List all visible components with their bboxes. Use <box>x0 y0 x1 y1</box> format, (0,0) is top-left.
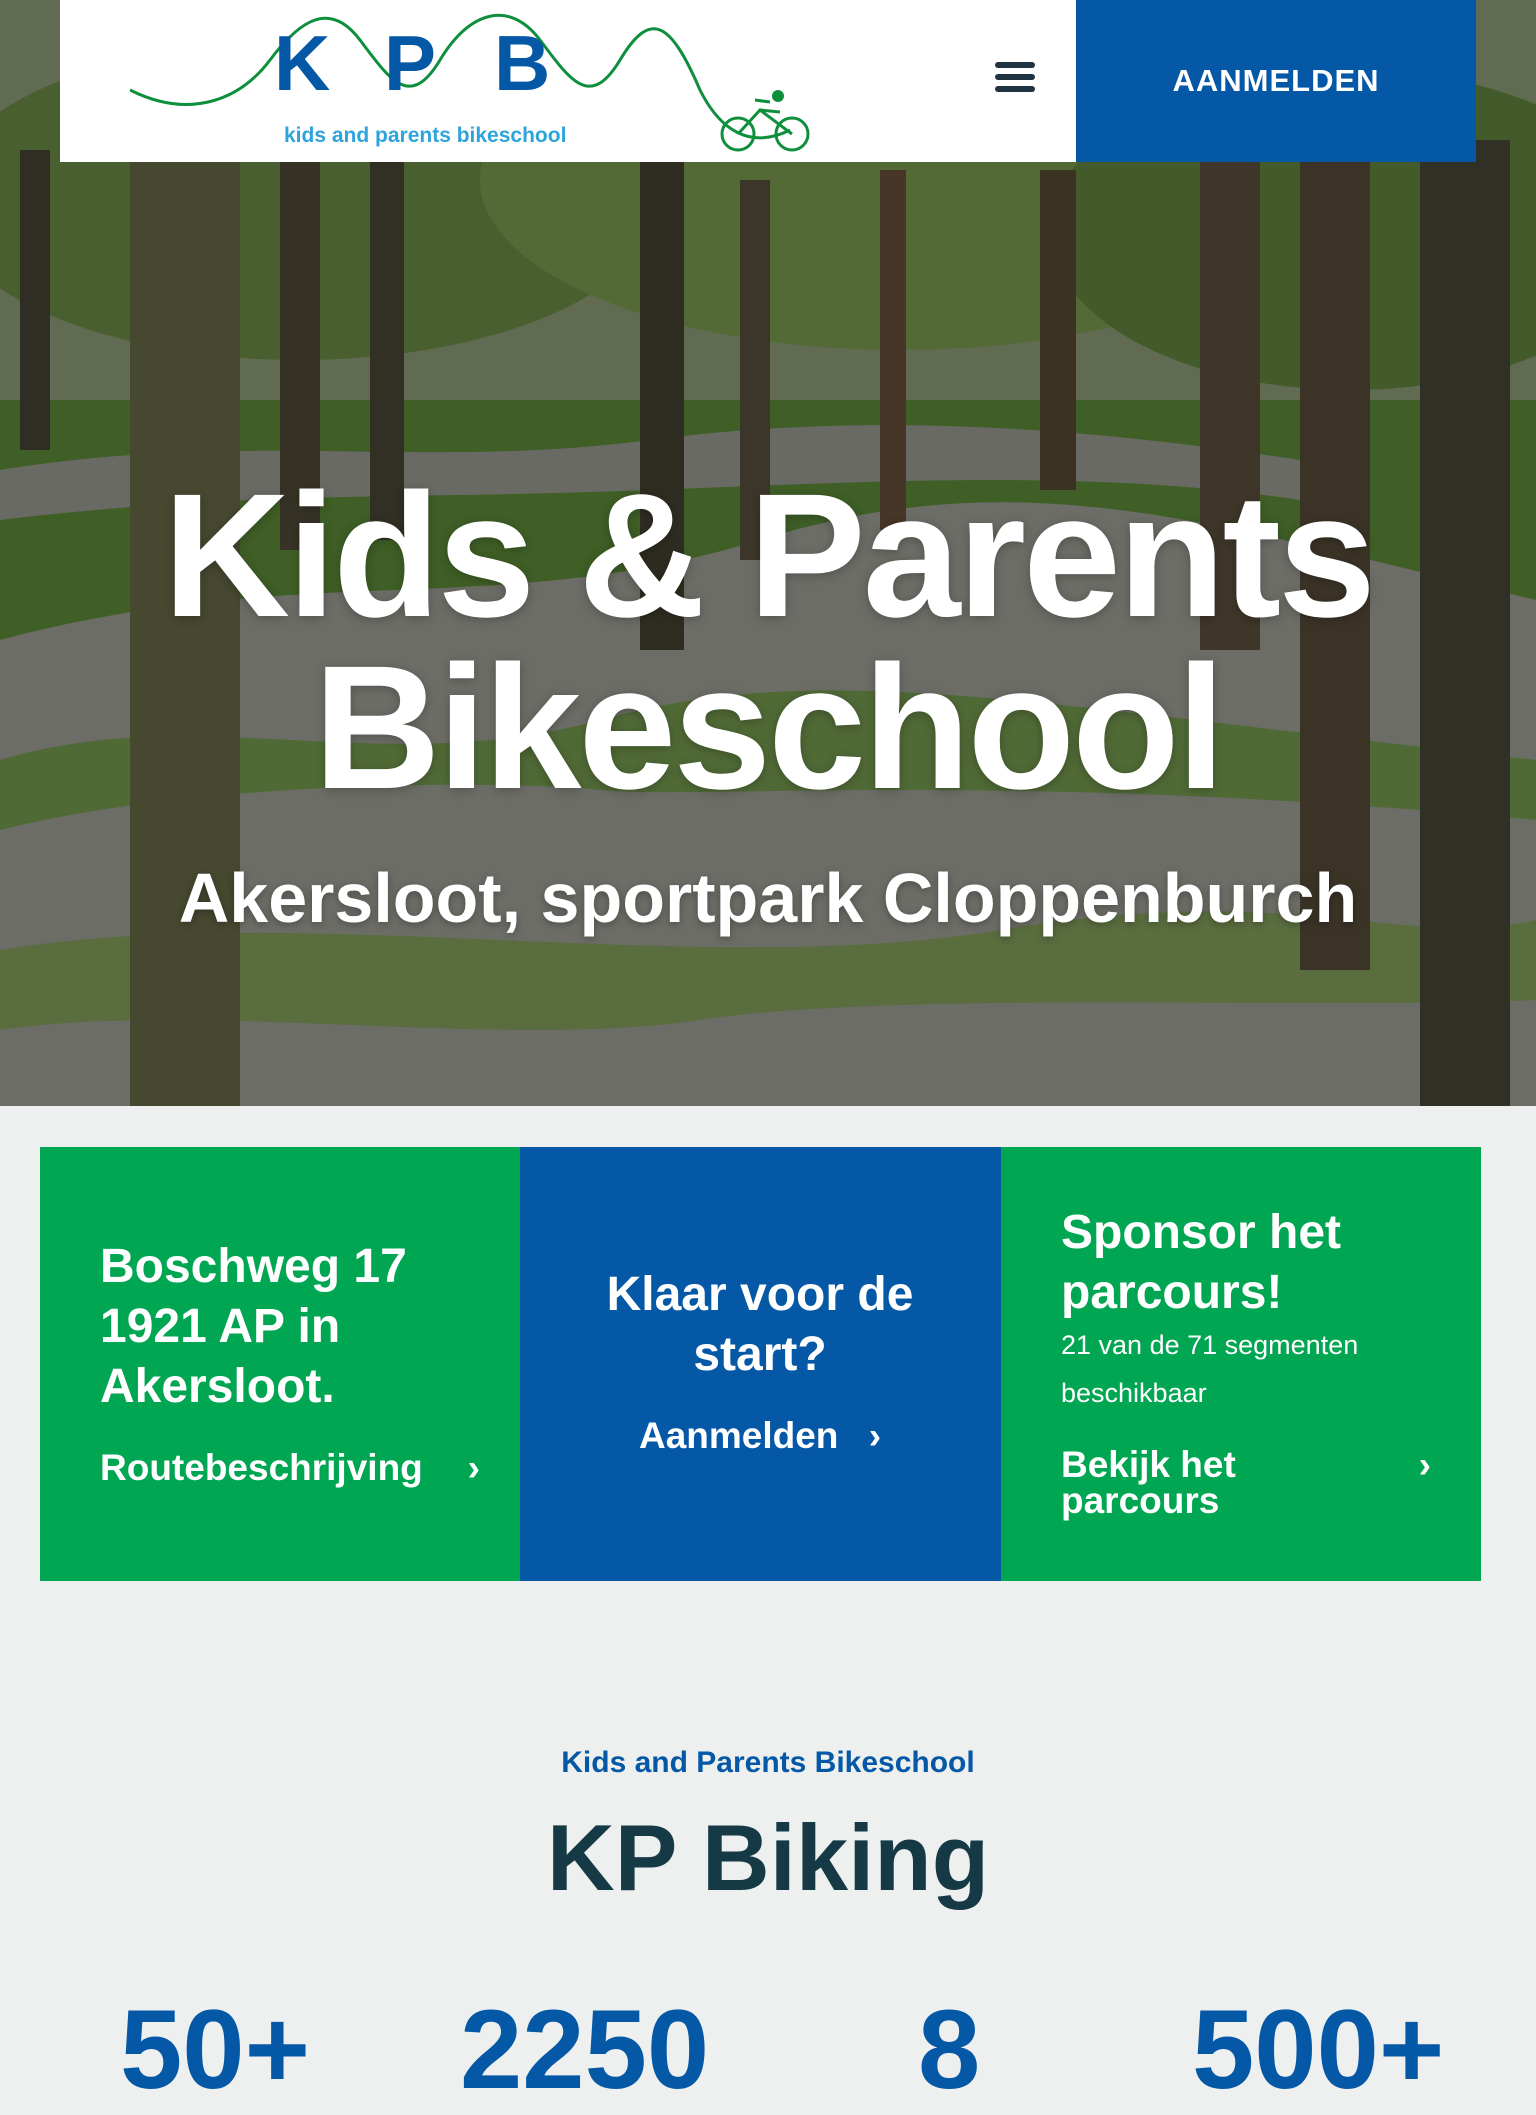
address-text <box>100 1237 480 1417</box>
start-heading <box>520 1265 1000 1385</box>
stat-value-1: 50+ <box>120 1987 310 2112</box>
parcours-link-line-1: Bekijk het <box>1061 1444 1236 1485</box>
address-card <box>40 1147 520 1581</box>
chevron-right-icon: › <box>467 1447 480 1488</box>
hamburger-menu-icon[interactable] <box>984 62 1046 102</box>
signup-link[interactable] <box>520 1415 1000 1457</box>
stats-row <box>0 1985 1536 2112</box>
site-header <box>60 0 1476 162</box>
route-link[interactable] <box>100 1447 480 1489</box>
stat-value-3: 8 <box>918 1987 981 2112</box>
kpb-logo[interactable] <box>60 0 1076 162</box>
sponsor-heading-line-1: Sponsor het <box>1061 1206 1342 1259</box>
intro-eyebrow: Kids and Parents Bikeschool <box>561 1746 975 1779</box>
stat-value-4: 500+ <box>1192 1987 1445 2112</box>
hero-title-line-2: Bikeschool <box>313 630 1223 826</box>
aanmelden-button[interactable]: AANMELDEN <box>1076 0 1476 162</box>
logo-tagline: kids and parents bikeschool <box>284 124 567 147</box>
address-line-2: 1921 AP in <box>100 1300 341 1353</box>
hero-subtitle: Akersloot, sportpark Cloppenburch <box>178 859 1358 937</box>
chevron-right-icon: › <box>1418 1444 1431 1485</box>
logo-letter-b: B <box>494 19 551 107</box>
parcours-link[interactable] <box>1061 1444 1431 1521</box>
sponsor-heading-line-2: parcours! <box>1061 1266 1283 1319</box>
signup-link-label: Aanmelden <box>638 1415 839 1456</box>
hero-title-line-1: Kids & Parents <box>163 458 1373 654</box>
start-heading-line-1: Klaar voor de <box>606 1268 914 1321</box>
logo-letter-k: K <box>274 19 331 107</box>
intro-title: KP Biking <box>546 1805 990 1910</box>
start-heading-line-2: start? <box>693 1328 827 1381</box>
address-line-3: Akersloot. <box>100 1360 335 1413</box>
chevron-right-icon: › <box>868 1415 882 1456</box>
segments-available-text: 21 van de 71 segmenten beschikbaar <box>1061 1330 1359 1408</box>
route-link-label: Routebeschrijving <box>100 1447 423 1488</box>
address-line-1: Boschweg 17 <box>100 1240 407 1293</box>
info-cards <box>40 1147 1481 1581</box>
start-card <box>520 1147 1001 1581</box>
sponsor-heading <box>1061 1203 1441 1323</box>
sponsor-card <box>1001 1147 1481 1581</box>
stat-value-2: 2250 <box>460 1987 710 2112</box>
logo-letter-p: P <box>384 19 437 107</box>
parcours-link-line-2: parcours <box>1061 1480 1220 1521</box>
hero-title <box>0 458 1536 826</box>
